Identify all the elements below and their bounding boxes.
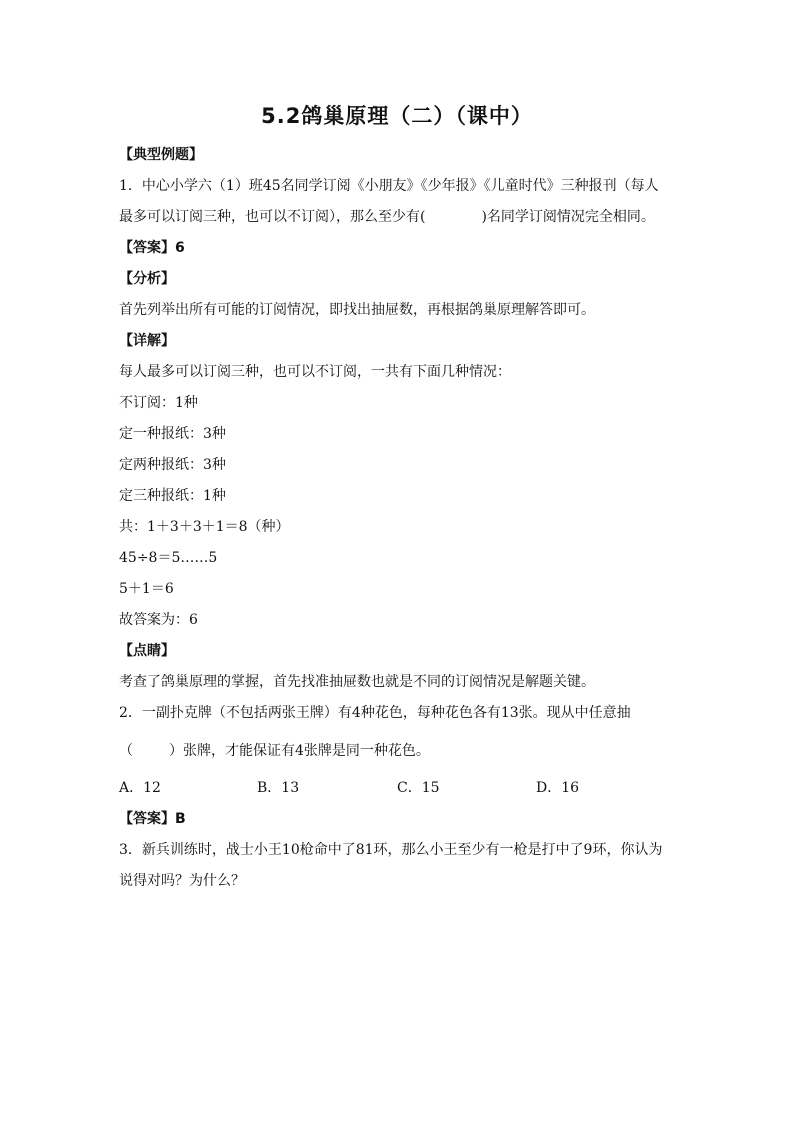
q1-detail-line: 5＋1＝6 <box>119 581 174 597</box>
document-title: 5.2鸽巢原理（二）（课中） <box>261 104 533 128</box>
q2-line2-a: （ <box>119 743 133 759</box>
q2-line1: 2．一副扑克牌（不包括两张王牌）有4种花色，每种花色各有13张。现从中任意抽 <box>119 705 631 721</box>
q2-answer: 【答案】B <box>119 811 186 827</box>
q1-detail-line: 定两种报纸：3种 <box>119 457 226 473</box>
q1-detail-line: 每人最多可以订阅三种，也可以不订阅，一共有下面几种情况： <box>119 364 511 380</box>
q1-detail-label: 【详解】 <box>119 333 175 349</box>
q1-line2 <box>119 207 655 227</box>
q2-line2 <box>119 741 430 761</box>
q1-line2-b: )名同学订阅情况完全相同。 <box>481 209 655 225</box>
q2-option-a: A．12 <box>119 780 161 796</box>
q1-detail-line: 45÷8＝5……5 <box>119 550 218 566</box>
q1-line1: 1．中心小学六（1）班45名同学订阅《小朋友》《少年报》《儿童时代》三种报刊（每人 <box>119 178 659 194</box>
q1-detail-line: 定三种报纸：1种 <box>119 488 226 504</box>
q2-option-d: D．16 <box>536 780 580 796</box>
q3-line1: 3．新兵训练时，战士小王10枪命中了81环，那么小王至少有一枪是打中了9环，你认为 <box>119 842 663 858</box>
q1-comment-text: 考查了鸽巢原理的掌握，首先找准抽屉数也就是不同的订阅情况是解题关键。 <box>119 674 595 690</box>
q1-analysis-label: 【分析】 <box>119 271 175 287</box>
q1-detail-line: 定一种报纸：3种 <box>119 426 226 442</box>
section-heading: 【典型例题】 <box>119 147 203 163</box>
q1-comment-label: 【点睛】 <box>119 643 175 659</box>
q1-analysis-text: 首先列举出所有可能的订阅情况，即找出抽屉数，再根据鸽巢原理解答即可。 <box>119 302 595 318</box>
q1-detail-line: 不订阅：1种 <box>119 395 198 411</box>
q1-detail-line: 共：1＋3＋3＋1＝8（种） <box>119 519 290 535</box>
q2-option-b: B．13 <box>257 780 300 796</box>
q1-answer: 【答案】6 <box>119 240 185 256</box>
q2-line2-b: ）张牌，才能保证有4张牌是同一种花色。 <box>169 743 430 759</box>
q3-line2: 说得对吗？为什么？ <box>119 873 245 889</box>
q1-detail-line: 故答案为：6 <box>119 612 198 628</box>
q2-option-c: C．15 <box>397 780 440 796</box>
q1-line2-a: 最多可以订阅三种，也可以不订阅），那么至少有( <box>119 209 426 225</box>
